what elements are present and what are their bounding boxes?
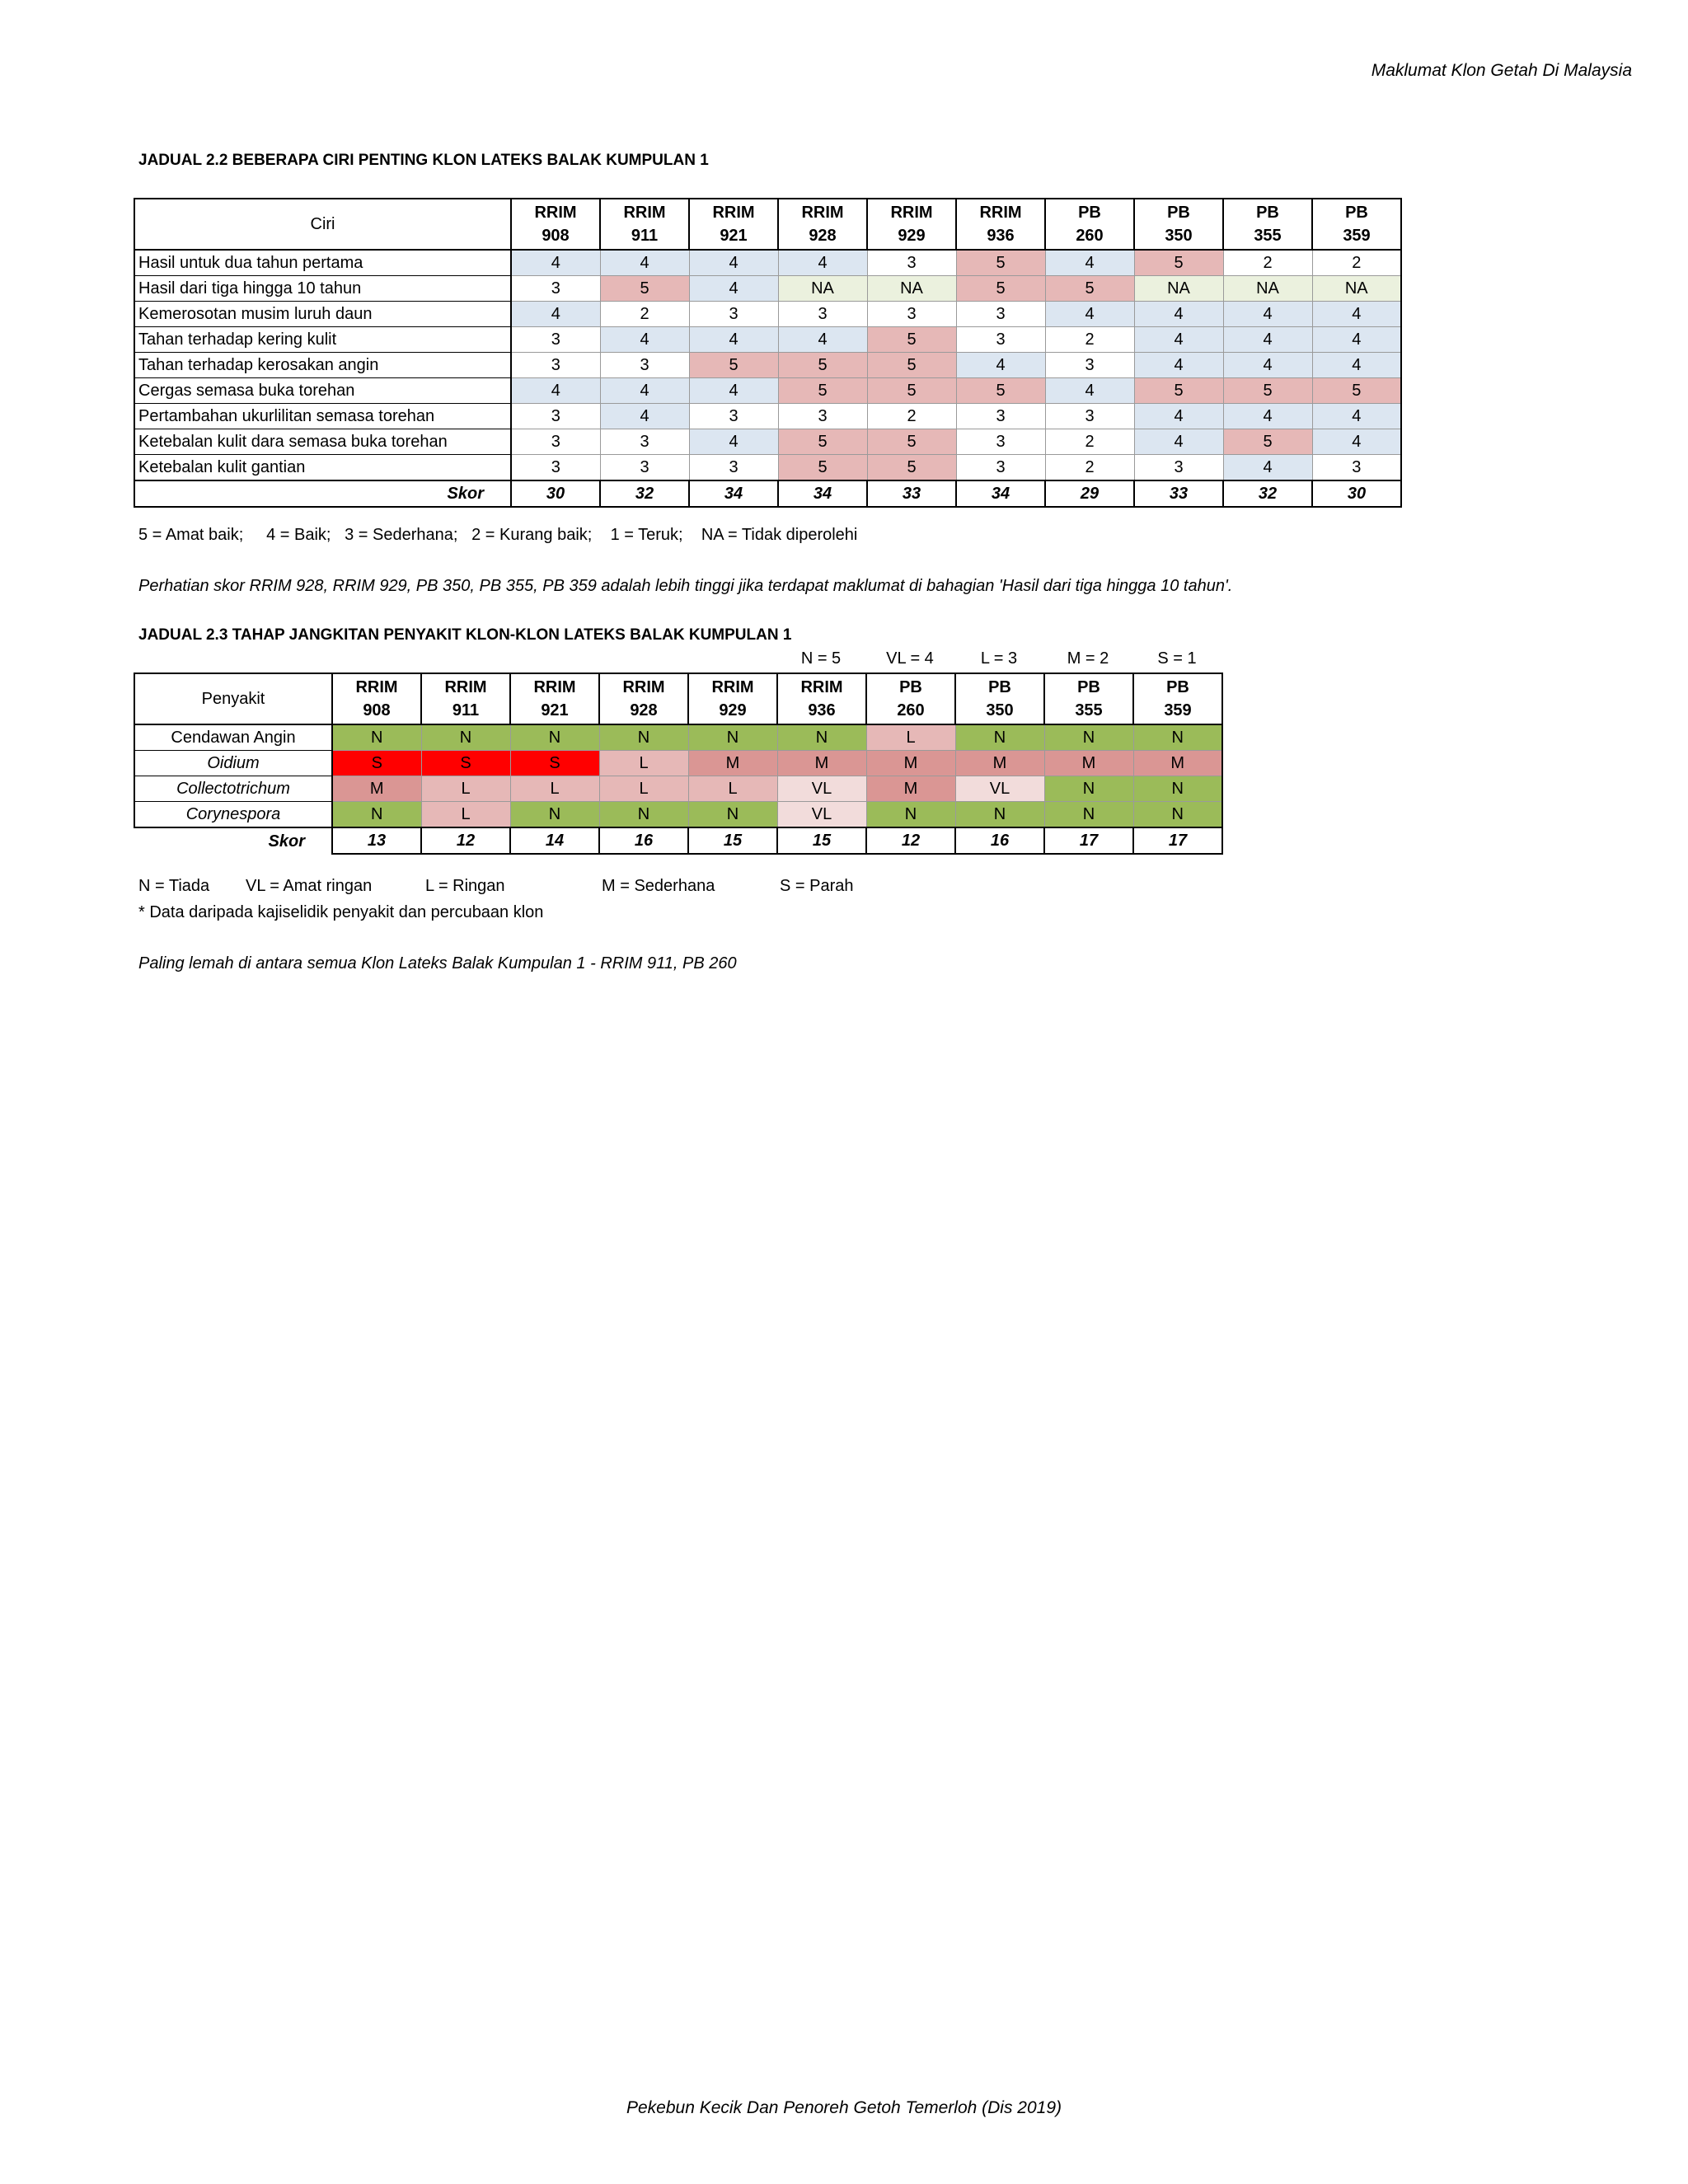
value-cell: NA	[1134, 276, 1223, 302]
value-cell: M	[777, 751, 866, 776]
value-cell: 2	[600, 302, 689, 327]
value-cell: 5	[867, 327, 956, 353]
score-cell: 33	[1134, 480, 1223, 507]
value-cell: VL	[777, 802, 866, 828]
row-label: Tahan terhadap kering kulit	[134, 327, 511, 353]
value-cell: VL	[955, 776, 1044, 802]
value-cell: 4	[689, 327, 778, 353]
value-cell: 3	[867, 302, 956, 327]
column-header-line1: RRIM	[801, 204, 844, 222]
row-label: Corynespora	[134, 802, 332, 828]
score-cell: 33	[867, 480, 956, 507]
value-cell: 4	[1223, 353, 1312, 378]
value-cell: 4	[600, 327, 689, 353]
score-cell: 17	[1044, 827, 1133, 854]
severity-scale-label: N = 5	[800, 649, 842, 668]
table-row	[134, 327, 1401, 353]
column-header-line2: 350	[986, 701, 1014, 719]
value-cell: N	[1133, 776, 1222, 802]
value-cell: 3	[1045, 353, 1134, 378]
score-cell: 13	[332, 827, 421, 854]
column-header-line2: 928	[630, 701, 658, 719]
value-cell: 3	[956, 404, 1045, 429]
score-row	[134, 480, 1401, 507]
row-label: Collectotrichum	[134, 776, 332, 802]
score-cell: 30	[511, 480, 600, 507]
score-label: Skor	[134, 480, 511, 507]
table-row	[134, 302, 1401, 327]
column-header-line1: RRIM	[534, 204, 577, 222]
table-2-3-data-note: * Data daripada kajiselidik penyakit dan percubaan klon	[138, 903, 544, 921]
value-cell: N	[421, 724, 510, 751]
value-cell: 4	[1312, 327, 1401, 353]
value-cell: 3	[956, 429, 1045, 455]
value-cell: S	[332, 751, 421, 776]
value-cell: 4	[600, 378, 689, 404]
score-cell: 15	[688, 827, 777, 854]
value-cell: 5	[1312, 378, 1401, 404]
value-cell: N	[599, 802, 688, 828]
value-cell: 2	[1312, 250, 1401, 276]
score-label: Skor	[134, 827, 332, 854]
row-label: Oidium	[134, 751, 332, 776]
table-row	[134, 802, 1222, 828]
value-cell: M	[1133, 751, 1222, 776]
column-header-line1: RRIM	[800, 678, 843, 696]
value-cell: 5	[600, 276, 689, 302]
column-header	[1134, 199, 1223, 250]
column-header	[1312, 199, 1401, 250]
value-cell: N	[688, 802, 777, 828]
value-cell: 4	[1045, 250, 1134, 276]
severity-scale-label: VL = 4	[886, 649, 934, 668]
column-header	[1223, 199, 1312, 250]
value-cell: L	[421, 802, 510, 828]
column-header	[688, 673, 777, 724]
column-header-line2: 260	[897, 701, 925, 719]
score-cell: 34	[689, 480, 778, 507]
column-header-line1: RRIM	[711, 678, 754, 696]
value-cell: 3	[600, 429, 689, 455]
value-cell: 5	[867, 455, 956, 481]
value-cell: 5	[689, 353, 778, 378]
score-cell: 12	[866, 827, 955, 854]
value-cell: 3	[689, 302, 778, 327]
score-cell: 34	[956, 480, 1045, 507]
table-row	[134, 776, 1222, 802]
value-cell: NA	[1223, 276, 1312, 302]
table-row	[134, 276, 1401, 302]
column-header	[778, 199, 867, 250]
value-cell: 4	[600, 404, 689, 429]
value-cell: N	[1133, 724, 1222, 751]
value-cell: 4	[1134, 353, 1223, 378]
severity-scale-label: S = 1	[1157, 649, 1197, 668]
column-header-line2: 359	[1164, 701, 1192, 719]
row-label: Ketebalan kulit gantian	[134, 455, 511, 481]
value-cell: S	[421, 751, 510, 776]
column-header-line2: 929	[898, 227, 926, 245]
value-cell: M	[688, 751, 777, 776]
value-cell: N	[1044, 802, 1133, 828]
column-header	[510, 673, 599, 724]
column-header-line2: 936	[808, 701, 836, 719]
value-cell: 4	[600, 250, 689, 276]
score-cell: 16	[599, 827, 688, 854]
table-2-2-note: Perhatian skor RRIM 928, RRIM 929, PB 350, PB 355, PB 359 adalah lebih tinggi jika terdapat maklumat di bahagian 'Hasil dari tiga hingga 10 tahun'.	[138, 577, 1233, 595]
column-header-line1: RRIM	[979, 204, 1022, 222]
value-cell: M	[955, 751, 1044, 776]
column-header-line1: PB	[1345, 204, 1368, 222]
column-header-line2: 359	[1343, 227, 1371, 245]
value-cell: N	[866, 802, 955, 828]
column-header-line2: 260	[1076, 227, 1104, 245]
column-header-line1: PB	[988, 678, 1011, 696]
value-cell: L	[510, 776, 599, 802]
table-row	[134, 429, 1401, 455]
table-row	[134, 404, 1401, 429]
value-cell: N	[1133, 802, 1222, 828]
value-cell: 4	[1223, 455, 1312, 481]
value-cell: M	[1044, 751, 1133, 776]
value-cell: N	[1044, 776, 1133, 802]
value-cell: 3	[956, 327, 1045, 353]
value-cell: 5	[956, 276, 1045, 302]
score-cell: 14	[510, 827, 599, 854]
legend-item: VL = Amat ringan	[246, 877, 373, 895]
value-cell: 5	[778, 353, 867, 378]
value-cell: 3	[1312, 455, 1401, 481]
column-header	[956, 199, 1045, 250]
value-cell: 4	[956, 353, 1045, 378]
row-header-cell: Ciri	[134, 199, 511, 250]
legend-item: M = Sederhana	[602, 877, 715, 895]
score-cell: 30	[1312, 480, 1401, 507]
score-cell: 17	[1133, 827, 1222, 854]
column-header-line1: RRIM	[622, 678, 665, 696]
column-header	[600, 199, 689, 250]
value-cell: 3	[511, 404, 600, 429]
value-cell: 2	[867, 404, 956, 429]
value-cell: 4	[778, 327, 867, 353]
value-cell: 3	[511, 276, 600, 302]
row-label: Pertambahan ukurlilitan semasa torehan	[134, 404, 511, 429]
value-cell: 3	[778, 404, 867, 429]
value-cell: L	[688, 776, 777, 802]
score-cell: 32	[600, 480, 689, 507]
value-cell: 5	[956, 378, 1045, 404]
value-cell: 5	[956, 250, 1045, 276]
value-cell: 3	[1134, 455, 1223, 481]
value-cell: S	[510, 751, 599, 776]
column-header-line2: 908	[363, 701, 391, 719]
column-header	[332, 673, 421, 724]
table-row	[134, 455, 1401, 481]
legend-item: L = Ringan	[425, 877, 505, 895]
value-cell: N	[688, 724, 777, 751]
value-cell: 3	[778, 302, 867, 327]
value-cell: N	[599, 724, 688, 751]
legend-item: N = Tiada	[138, 877, 210, 895]
column-header-line1: RRIM	[890, 204, 933, 222]
value-cell: N	[332, 802, 421, 828]
column-header-line1: RRIM	[444, 678, 487, 696]
value-cell: 4	[1312, 353, 1401, 378]
column-header	[421, 673, 510, 724]
column-header-line1: RRIM	[623, 204, 666, 222]
value-cell: M	[866, 751, 955, 776]
row-header-cell: Penyakit	[134, 673, 332, 724]
column-header	[777, 673, 866, 724]
value-cell: 3	[511, 455, 600, 481]
column-header	[689, 199, 778, 250]
value-cell: 4	[1312, 429, 1401, 455]
severity-scale-label: M = 2	[1067, 649, 1109, 668]
value-cell: 2	[1045, 455, 1134, 481]
page-footer: Pekebun Kecik Dan Penoreh Getoh Temerloh (Dis 2019)	[626, 2098, 1062, 2117]
value-cell: 5	[867, 378, 956, 404]
value-cell: L	[599, 776, 688, 802]
value-cell: 2	[1223, 250, 1312, 276]
value-cell: L	[866, 724, 955, 751]
column-header-line2: 908	[542, 227, 570, 245]
value-cell: 5	[1134, 250, 1223, 276]
value-cell: N	[1044, 724, 1133, 751]
score-cell: 15	[777, 827, 866, 854]
value-cell: NA	[1312, 276, 1401, 302]
score-cell: 29	[1045, 480, 1134, 507]
value-cell: 2	[1045, 429, 1134, 455]
column-header	[1045, 199, 1134, 250]
value-cell: 5	[778, 455, 867, 481]
column-header-line1: PB	[1166, 678, 1189, 696]
value-cell: 3	[689, 404, 778, 429]
table-row	[134, 751, 1222, 776]
severity-scale-label: L = 3	[980, 649, 1018, 668]
column-header-line2: 911	[452, 701, 480, 719]
table-2-3	[134, 673, 1223, 855]
legend-item: S = Parah	[780, 877, 854, 895]
column-header	[955, 673, 1044, 724]
column-header-line1: PB	[899, 678, 922, 696]
column-header-line2: 921	[541, 701, 569, 719]
column-header	[1044, 673, 1133, 724]
table-2-2-title: JADUAL 2.2 BEBERAPA CIRI PENTING KLON LATEKS BALAK KUMPULAN 1	[138, 152, 709, 169]
value-cell: 4	[1223, 302, 1312, 327]
column-header-line1: RRIM	[533, 678, 576, 696]
column-header-line2: 911	[631, 227, 659, 245]
page-header: Maklumat Klon Getah Di Malaysia	[1371, 61, 1632, 80]
value-cell: 4	[1223, 327, 1312, 353]
column-header-line1: RRIM	[355, 678, 398, 696]
value-cell: 3	[600, 353, 689, 378]
value-cell: 5	[1134, 378, 1223, 404]
table-2-3-weakest-note: Paling lemah di antara semua Klon Lateks Balak Kumpulan 1 - RRIM 911, PB 260	[138, 954, 737, 972]
value-cell: VL	[777, 776, 866, 802]
value-cell: 3	[511, 429, 600, 455]
value-cell: NA	[778, 276, 867, 302]
value-cell: 4	[1134, 327, 1223, 353]
value-cell: 5	[1045, 276, 1134, 302]
value-cell: 4	[1134, 302, 1223, 327]
value-cell: 5	[867, 429, 956, 455]
value-cell: 4	[1312, 302, 1401, 327]
row-label: Ketebalan kulit dara semasa buka torehan	[134, 429, 511, 455]
value-cell: L	[599, 751, 688, 776]
table-2-2-legend: 5 = Amat baik; 4 = Baik; 3 = Sederhana; 2 = Kurang baik; 1 = Teruk; NA = Tidak diperolehi	[138, 526, 858, 544]
column-header-line2: 929	[719, 701, 747, 719]
value-cell: 5	[867, 353, 956, 378]
column-header	[511, 199, 600, 250]
value-cell: N	[955, 724, 1044, 751]
value-cell: 3	[511, 353, 600, 378]
value-cell: 5	[778, 378, 867, 404]
value-cell: M	[332, 776, 421, 802]
value-cell: 4	[689, 378, 778, 404]
value-cell: N	[510, 724, 599, 751]
value-cell: 4	[1045, 302, 1134, 327]
value-cell: 3	[956, 455, 1045, 481]
column-header-line1: PB	[1256, 204, 1279, 222]
table-2-3-title: JADUAL 2.3 TAHAP JANGKITAN PENYAKIT KLON-KLON LATEKS BALAK KUMPULAN 1	[138, 626, 792, 644]
value-cell: 5	[1223, 429, 1312, 455]
value-cell: N	[332, 724, 421, 751]
value-cell: N	[955, 802, 1044, 828]
column-header-line2: 355	[1254, 227, 1282, 245]
score-cell: 34	[778, 480, 867, 507]
value-cell: N	[777, 724, 866, 751]
value-cell: 4	[1134, 404, 1223, 429]
column-header-line2: 928	[809, 227, 837, 245]
value-cell: 2	[1045, 327, 1134, 353]
table-2-2	[134, 198, 1402, 508]
column-header-line2: 350	[1165, 227, 1193, 245]
row-label: Hasil dari tiga hingga 10 tahun	[134, 276, 511, 302]
value-cell: 3	[511, 327, 600, 353]
value-cell: N	[510, 802, 599, 828]
column-header	[1133, 673, 1222, 724]
table-row	[134, 353, 1401, 378]
value-cell: 5	[1223, 378, 1312, 404]
value-cell: L	[421, 776, 510, 802]
table-row	[134, 250, 1401, 276]
row-label: Tahan terhadap kerosakan angin	[134, 353, 511, 378]
column-header-line2: 921	[720, 227, 748, 245]
score-cell: 12	[421, 827, 510, 854]
column-header-line1: PB	[1078, 204, 1101, 222]
column-header	[599, 673, 688, 724]
score-cell: 32	[1223, 480, 1312, 507]
value-cell: 4	[1223, 404, 1312, 429]
value-cell: 3	[600, 455, 689, 481]
row-label: Cergas semasa buka torehan	[134, 378, 511, 404]
column-header-line1: PB	[1077, 678, 1100, 696]
score-cell: 16	[955, 827, 1044, 854]
row-label: Kemerosotan musim luruh daun	[134, 302, 511, 327]
table-row	[134, 378, 1401, 404]
value-cell: 4	[778, 250, 867, 276]
value-cell: 4	[1312, 404, 1401, 429]
value-cell: 3	[689, 455, 778, 481]
score-row	[134, 827, 1222, 854]
column-header	[867, 199, 956, 250]
table-row	[134, 724, 1222, 751]
header-row	[134, 673, 1222, 724]
value-cell: 4	[689, 276, 778, 302]
column-header-line1: PB	[1167, 204, 1190, 222]
value-cell: 4	[511, 378, 600, 404]
value-cell: 4	[1134, 429, 1223, 455]
value-cell: 4	[689, 429, 778, 455]
column-header	[866, 673, 955, 724]
value-cell: 4	[1045, 378, 1134, 404]
value-cell: 5	[778, 429, 867, 455]
value-cell: 3	[867, 250, 956, 276]
value-cell: M	[866, 776, 955, 802]
value-cell: 3	[1045, 404, 1134, 429]
row-label: Cendawan Angin	[134, 724, 332, 751]
value-cell: 3	[956, 302, 1045, 327]
row-label: Hasil untuk dua tahun pertama	[134, 250, 511, 276]
column-header-line2: 936	[987, 227, 1015, 245]
header-row	[134, 199, 1401, 250]
value-cell: 4	[511, 302, 600, 327]
value-cell: 4	[689, 250, 778, 276]
value-cell: NA	[867, 276, 956, 302]
value-cell: 4	[511, 250, 600, 276]
column-header-line2: 355	[1075, 701, 1103, 719]
column-header-line1: RRIM	[712, 204, 755, 222]
